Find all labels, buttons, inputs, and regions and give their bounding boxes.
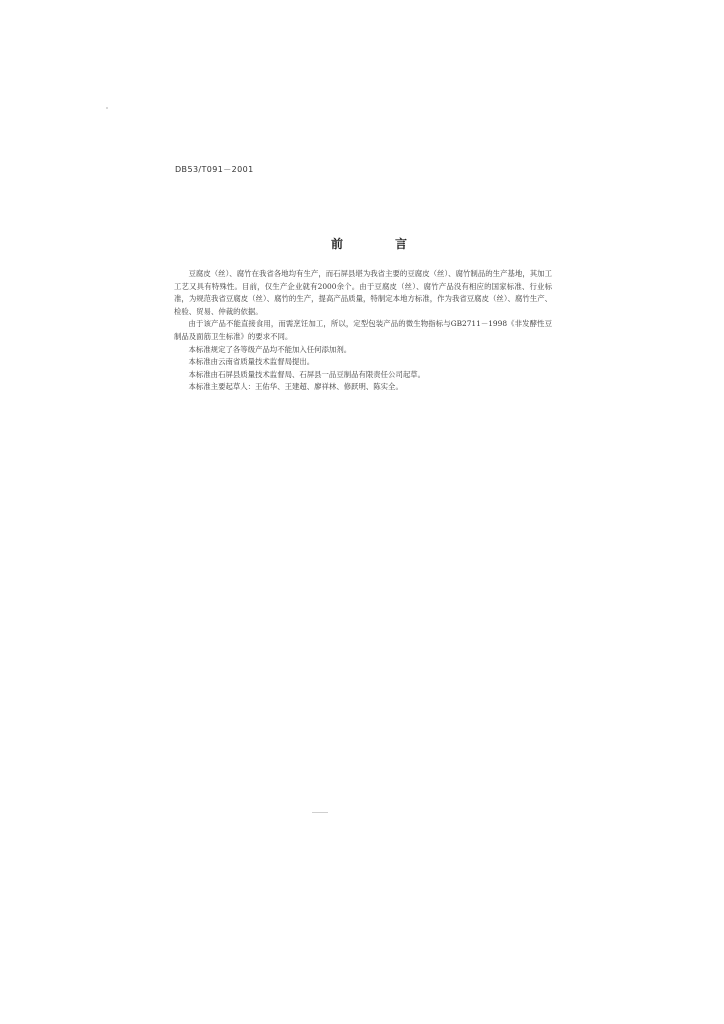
foreword-paragraph: 豆腐皮（丝）、腐竹在我省各地均有生产，而石屏县堪为我省主要的豆腐皮（丝）、腐竹制品的生产基地，其加工工艺又具有特殊性。目前，仅生产企业就有2000余个。由于豆腐皮（丝）、腐竹产品没有相应的国家标准、行业标准，为规范我省豆腐皮（丝）、腐竹的生产，提高产品质量，特制定本地方标准，作为我省豆腐皮（丝）、腐竹生产、检验、贸易、仲裁的依据。 bbox=[174, 269, 552, 316]
foreword-paragraph: 本标准由石屏县质量技术监督局、石屏县一品豆制品有限责任公司起草。 bbox=[188, 369, 426, 379]
foreword-heading: 前言 bbox=[331, 237, 460, 251]
scan-artifact-line bbox=[312, 812, 328, 813]
foreword-paragraph: 本标准主要起草人：王佑华、王建超、廖祥林、修跃明、陈实全。 bbox=[188, 382, 403, 392]
foreword-paragraph: 本标准由云南省质量技术监督局提出。 bbox=[188, 357, 315, 367]
scan-speck bbox=[106, 107, 108, 109]
standard-code: DB53/T091－2001 bbox=[175, 165, 254, 174]
foreword-paragraph: 由于该产品不能直接食用，而需烹饪加工，所以，定型包装产品的微生物指标与GB2711－1998《非发酵性豆制品及面筋卫生标准》的要求不同。 bbox=[174, 319, 552, 341]
foreword-paragraph: 本标准规定了各等级产品均不能加入任何添加剂。 bbox=[188, 344, 352, 354]
foreword-body bbox=[174, 268, 552, 394]
